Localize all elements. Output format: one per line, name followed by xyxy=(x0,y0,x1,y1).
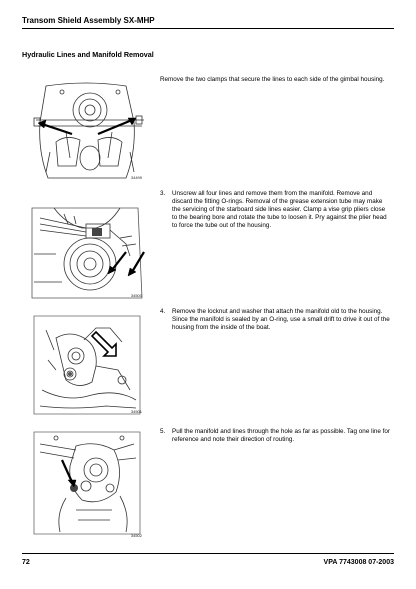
footer-rule xyxy=(22,553,394,554)
step-intro xyxy=(160,76,392,84)
figure-3-id: 34501 xyxy=(130,409,142,414)
step-3-text: Unscrew all four lines and remove them from the manifold. Remove and discard the fitting O-rings. Removal of the grease extension tube may make the servicing of the starboard side lines easier. Clamp a vise grip pliers close to the bearing bore and rotate the tube to loosen it. Pry against the plier head to force the tube out of the housing. xyxy=(172,190,387,230)
figure-2-id: 34500 xyxy=(130,293,142,298)
step-4-number: 4. xyxy=(160,308,166,315)
footer-page-number: 72 xyxy=(22,559,30,566)
figure-1 xyxy=(26,82,148,182)
header-rule xyxy=(22,28,394,29)
step-5 xyxy=(160,428,392,444)
figure-2 xyxy=(26,194,148,300)
figure-4-id: 34502 xyxy=(130,533,142,538)
step-4-text: Remove the locknut and washer that attach the manifold old to the housing. Since the manifold is sealed by an O-ring, use a small drift to drive it out of the housing from the inside of the boat. xyxy=(172,308,390,332)
step-intro-text: Remove the two clamps that secure the lines to each side of the gimbal housing. xyxy=(160,76,385,83)
header-title: Transom Shield Assembly SX-MHP xyxy=(22,16,155,25)
figure-4-illustration xyxy=(26,426,148,540)
section-title: Hydraulic Lines and Manifold Removal xyxy=(22,50,154,59)
figure-2-illustration xyxy=(26,194,148,300)
step-5-text: Pull the manifold and lines through the hole as far as possible. Tag one line for reference and note their direction of routing. xyxy=(172,428,390,444)
figure-1-id: 34499 xyxy=(130,175,142,180)
footer-document-id: VPA 7743008 07-2003 xyxy=(323,559,394,566)
step-3 xyxy=(160,190,392,230)
figure-1-illustration xyxy=(26,82,148,182)
figure-4 xyxy=(26,426,148,540)
step-3-number: 3. xyxy=(160,190,166,197)
figure-3 xyxy=(26,310,148,416)
figure-3-illustration xyxy=(26,310,148,416)
step-5-number: 5. xyxy=(160,428,166,435)
step-4 xyxy=(160,308,392,332)
